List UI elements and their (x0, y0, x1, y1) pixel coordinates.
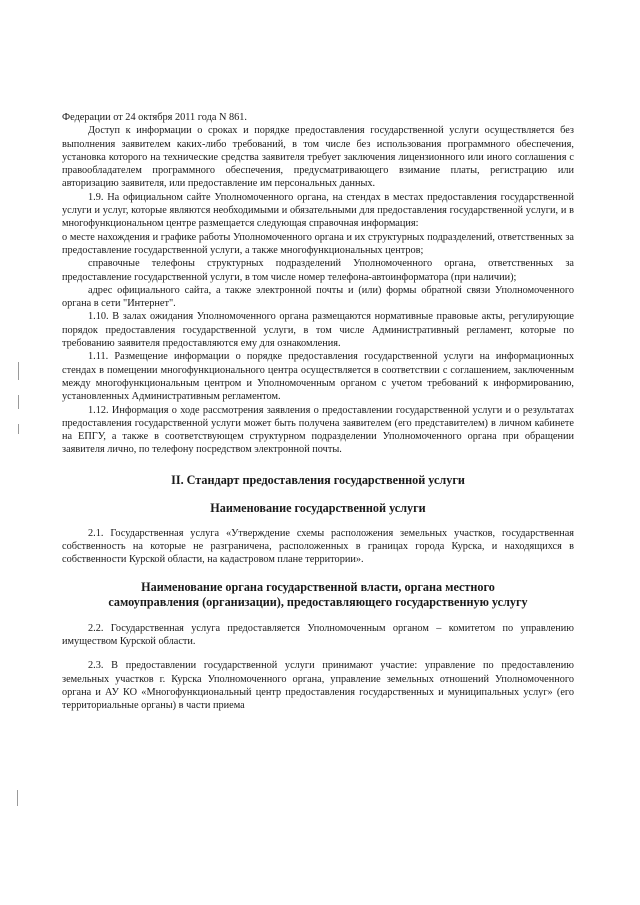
paragraph-1-10: 1.10. В залах ожидания Уполномоченного органа размещаются нормативные правовые акты, регулирующие порядок предоставления государственной услуги, в том числе Административный регламент, которые по требованию заявителя предоставляются ему для ознакомления. (62, 311, 574, 350)
scan-artifact (17, 790, 18, 806)
paragraph-location-info: о месте нахождения и графике работы Уполномоченного органа и их структурных подразделений, ответственных за предоставление государственной услуги, а также многофункциональных центров; (62, 231, 574, 256)
paragraph-2-3: 2.3. В предоставлении государственной услуги принимают участие: управление по предоставлению земельных участков г. Курска Уполномоченного органа, управление земельных отношений Уполномоченного органа и АУ КО «Многофункциональный центр предоставления государственных и муниципальных услуг» (его территориальные органы) в части приема (62, 660, 574, 712)
scan-artifact (18, 424, 19, 434)
paragraph-1-12: 1.12. Информация о ходе рассмотрения заявления о предоставлении государственной услуги и о результатах предоставления государственной услуги может быть получена заявителем (его представителем) в личном кабинете на ЕПГУ, а также в соответствующем структурном подразделении Уполномоченного органа при обращении заявителя лично, по телефону посредством электронной почты. (62, 404, 574, 456)
subheading-service-name: Наименование государственной услуги (210, 500, 426, 515)
paragraph-access: Доступ к информации о сроках и порядке предоставления государственной услуги осуществляется без выполнения заявителем каких-либо требований, в том числе без использования программного обеспечения, установка которого на технические средства заявителя требует заключения лицензионного или иного соглашения с правообладателем программного обеспечения, предусматривающего взимание платы, регистрацию или авторизацию заявителя, или предоставление им персональных данных. (62, 125, 574, 190)
paragraph-2-1: 2.1. Государственная услуга «Утверждение схемы расположения земельных участков, государственная собственность на которые не разграничена, расположенных в границах города Курска, и находящихся в собственности Курской области, на кадастровом плане территории». (62, 527, 574, 566)
section-heading-2: II. Стандарт предоставления государственной услуги (171, 472, 465, 487)
document-body (62, 111, 574, 712)
paragraph-2-2: 2.2. Государственная услуга предоставляется Уполномоченным органом – комитетом по управлению имуществом Курской области. (62, 622, 574, 647)
subheading-authority-line2: самоуправления (организации), предоставляющего государственную услугу (108, 594, 528, 609)
paragraph-1-11: 1.11. Размещение информации о порядке предоставления государственной услуги на информационных стендах в помещении многофункционального центра осуществляется в соответствии с соглашением, заключенным между многофункциональным центром и Уполномоченным органом с учетом требований к информированию, установленных Административным регламентом. (62, 351, 574, 403)
paragraph-1-9: 1.9. На официальном сайте Уполномоченного органа, на стендах в местах предоставления государственной услуги и услуг, которые являются необходимыми и обязательными для предоставления государственной услуги, и в многофункциональном центре размещается следующая справочная информация: (62, 191, 574, 230)
paragraph-continuation: Федерации от 24 октября 2011 года N 861. (62, 112, 247, 123)
scan-artifact (18, 395, 19, 409)
scan-artifact (18, 362, 19, 380)
paragraph-phones: справочные телефоны структурных подразделений Уполномоченного органа, ответственных за предоставление государственной услуги, в том числе номер телефона-автоинформатора (при наличии); (62, 258, 574, 283)
subheading-authority-line1: Наименование органа государственной власти, органа местного (141, 579, 495, 594)
paragraph-website: адрес официального сайта, а также электронной почты и (или) формы обратной связи Уполномоченного органа в сети "Интернет". (62, 284, 574, 310)
